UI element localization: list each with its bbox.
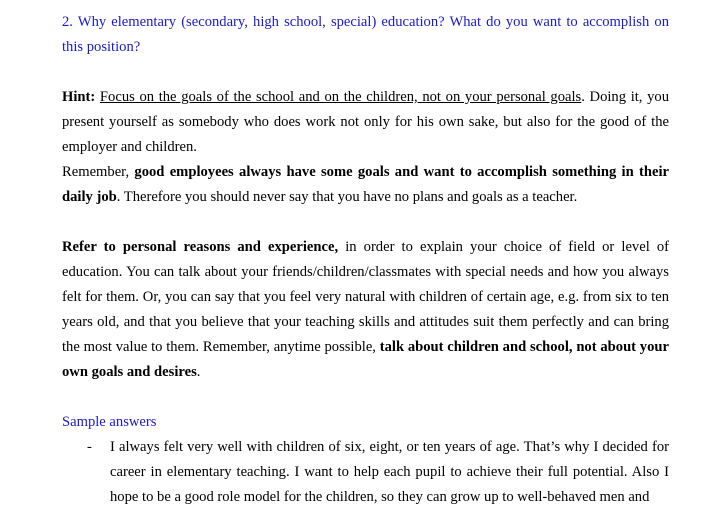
spacer (62, 385, 669, 410)
list-dash: - (87, 439, 92, 455)
hint-label: Hint: (62, 89, 96, 105)
refer-end-punct: . (196, 364, 201, 380)
remember-paragraph (62, 160, 669, 210)
refer-bold-lead: Refer to personal reasons and experience, (62, 239, 339, 255)
spacer (62, 60, 669, 85)
question-heading: 2. Why elementary (secondary, high school, special) education? What do you want to accomplish on this position? (62, 14, 669, 55)
spacer (62, 210, 669, 235)
sample-answers-heading: Sample answers (62, 414, 157, 430)
document-page (62, 10, 669, 510)
remember-rest-text: . Therefore you should never say that you have no plans and goals as a teacher. (116, 189, 578, 205)
sample-answer-item (62, 435, 669, 510)
remember-prefix: Remember, (62, 164, 135, 180)
refer-paragraph (62, 235, 669, 385)
hint-underlined-text: Focus on the goals of the school and on the children, not on your personal goals (99, 89, 582, 105)
hint-rest-text: . Doing it, you present yourself as somebody who does work not only for his own sake, but also for the good of the employer and children. (62, 89, 670, 155)
hint-paragraph (62, 85, 669, 160)
refer-bold-end: talk about children and school, not about your own goals and desires (62, 339, 669, 380)
refer-body-text: in order to explain your choice of field or level of education. You can talk about your friends/children/classmates with special needs and how you always felt for them. Or, you can say that you feel very natural with children of certain age, e.g. from six to ten years old, and that you believe that your teaching skills and attitudes suit them perfectly and can bring the most value to them. Remember, anytime possible, (62, 239, 669, 355)
sample-answer-text: I always felt very well with children of six, eight, or ten years of age. That’s why I decided for career in elementary teaching. I want to help each pupil to achieve their full potential. Also I hope to be a good role model for the children, so they can grow up to well-behaved men and (110, 439, 669, 505)
remember-bold-text: good employees always have some goals and want to accomplish something in their daily job (62, 164, 669, 205)
